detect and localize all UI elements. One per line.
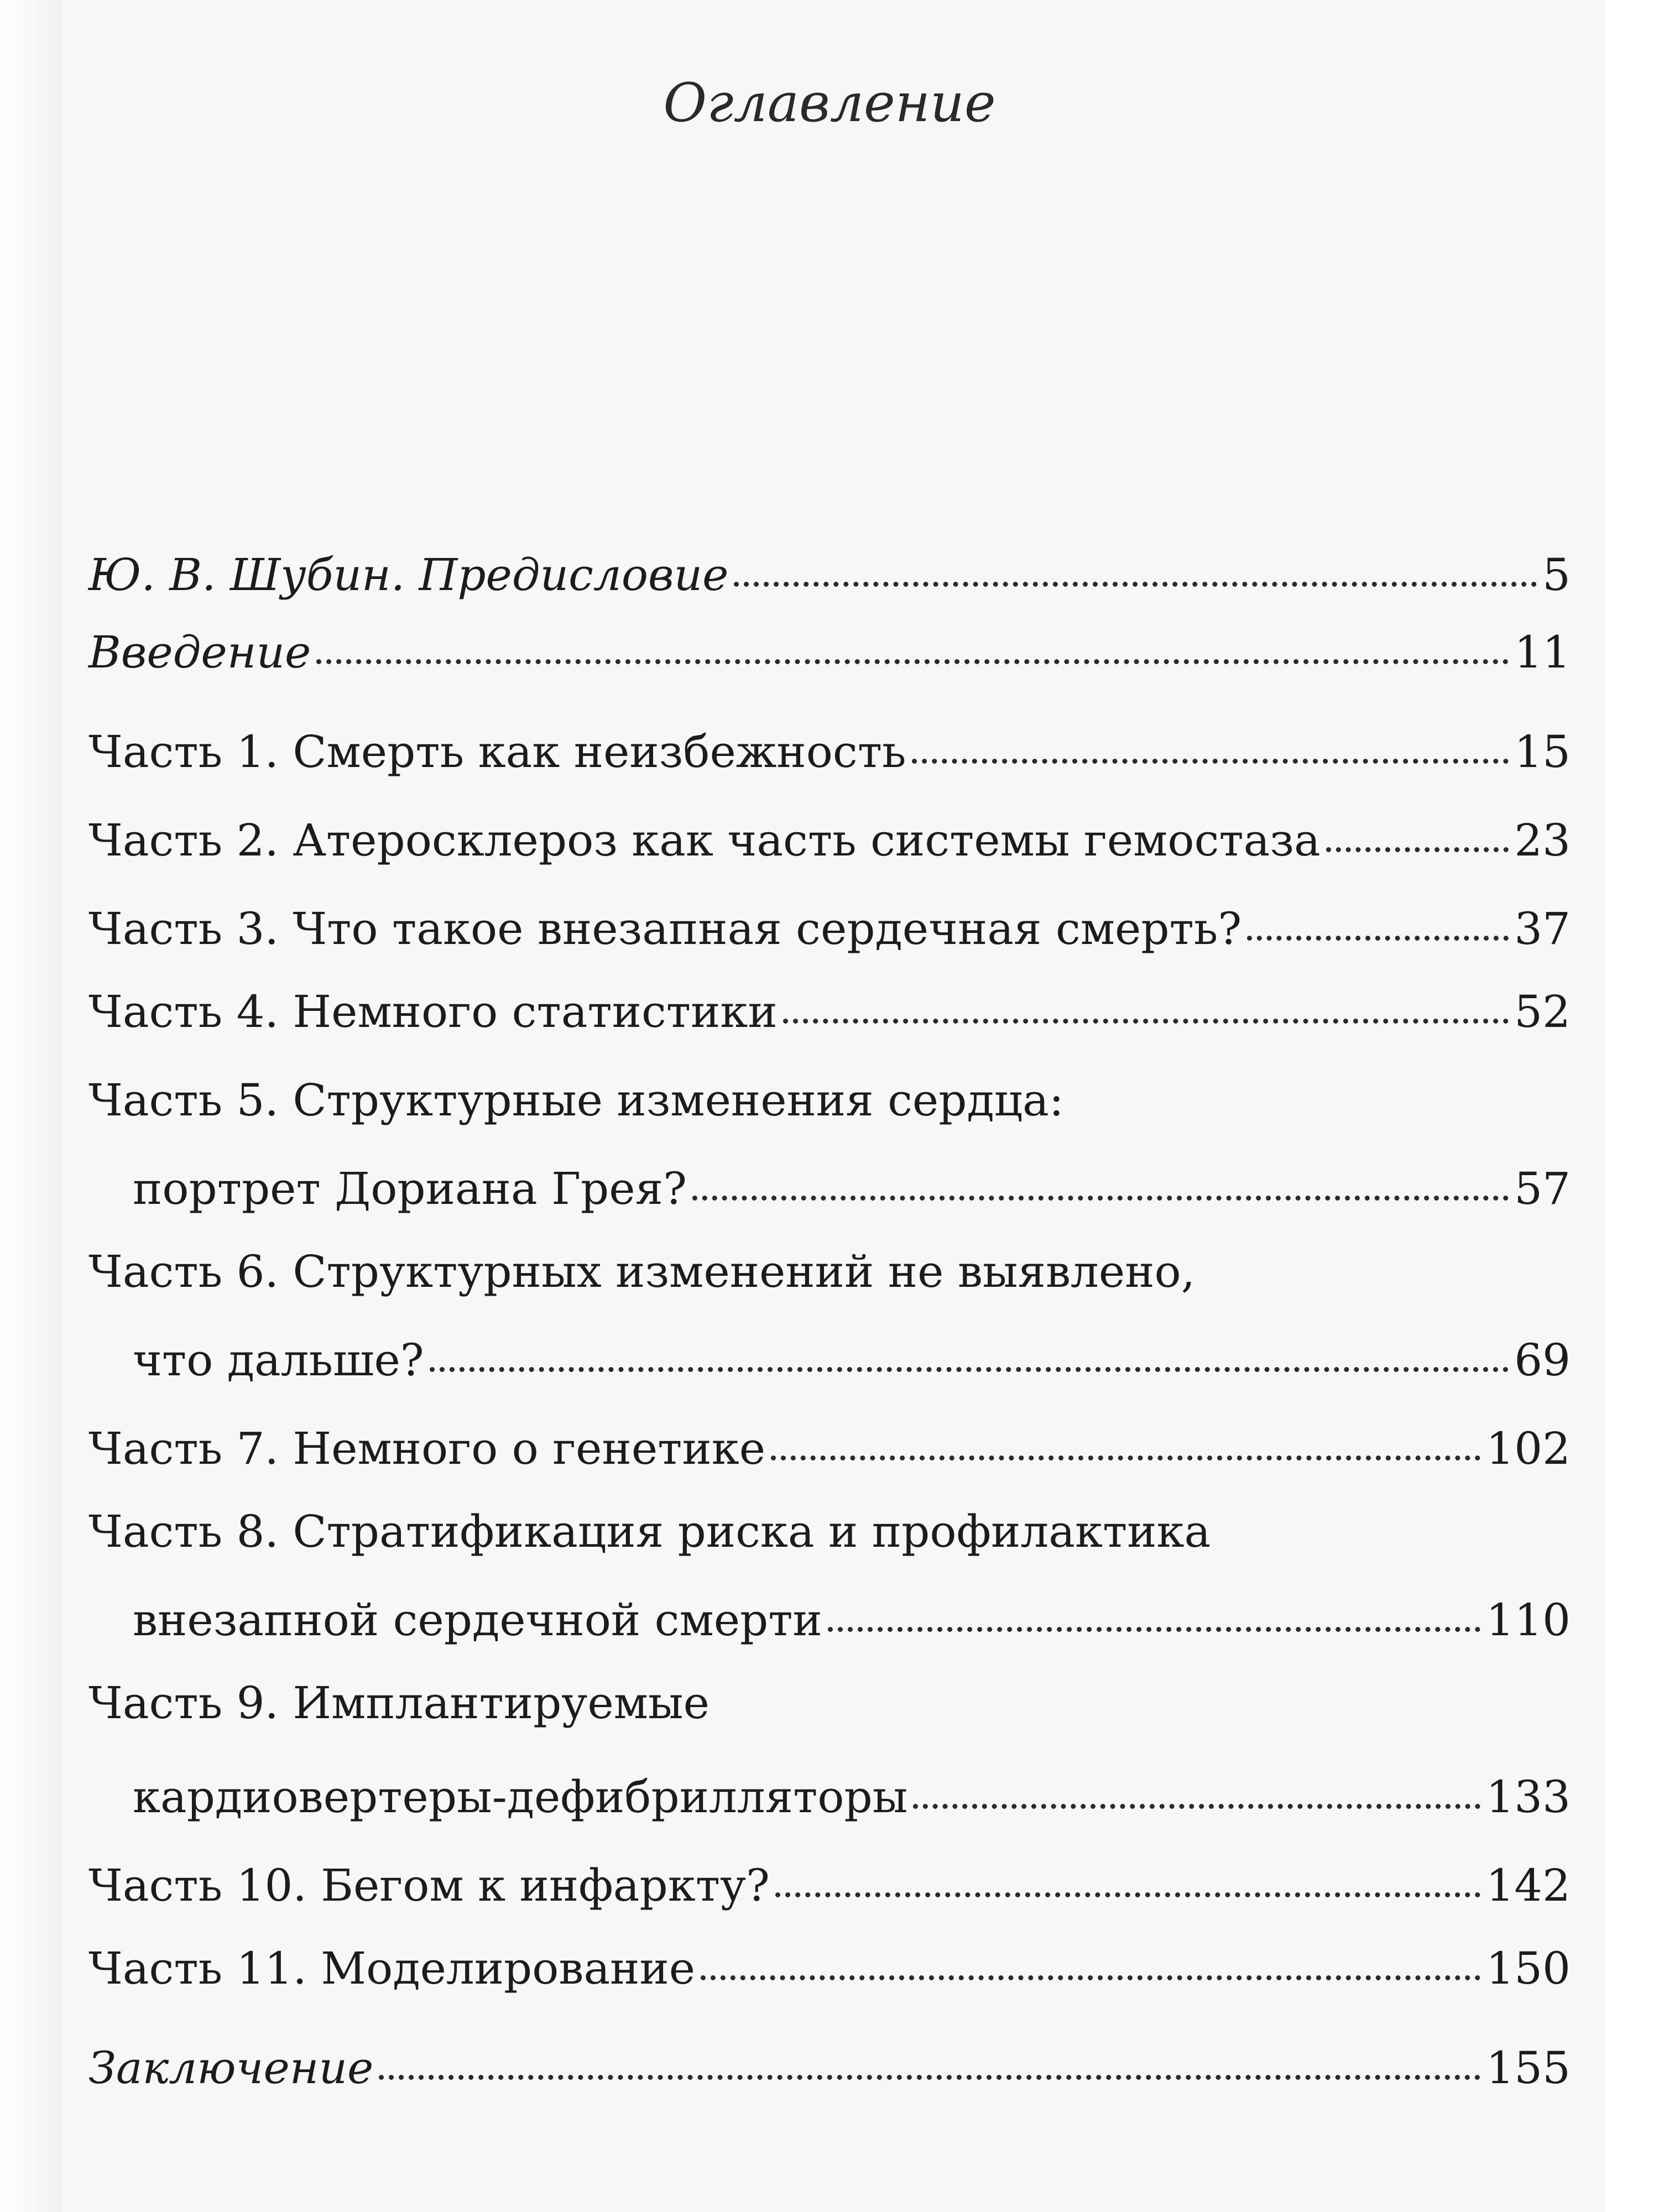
toc-page-number: 133 xyxy=(1486,1771,1571,1823)
toc-entry-label: портрет Дориана Грея? xyxy=(133,1163,687,1214)
toc-page-number: 11 xyxy=(1514,627,1571,678)
dot-leader xyxy=(912,759,1509,764)
dot-leader xyxy=(692,1196,1509,1201)
toc-entry-label: Часть 2. Атеросклероз как часть системы гемостаза xyxy=(88,815,1321,866)
toc-entry-preface xyxy=(88,549,1571,601)
toc-page-number: 5 xyxy=(1542,549,1571,601)
toc-page-number: 57 xyxy=(1514,1163,1571,1214)
toc-entry-label: кардиовертеры-дефибрилляторы xyxy=(133,1771,908,1823)
dot-leader xyxy=(771,1455,1480,1460)
toc-page-number: 102 xyxy=(1486,1423,1571,1474)
dot-leader xyxy=(430,1367,1509,1372)
toc-entry-part-8-line-1: Часть 8. Стратификация риска и профилактика xyxy=(88,1506,1211,1557)
toc-page-number: 150 xyxy=(1486,1943,1571,1994)
toc-entry-part-7 xyxy=(88,1423,1571,1474)
dot-leader xyxy=(1326,847,1509,852)
toc-entry-part-9-line-1: Часть 9. Имплантируемые xyxy=(88,1677,709,1729)
toc-entry-introduction xyxy=(88,627,1571,678)
dot-leader xyxy=(379,2075,1480,2080)
toc-entry-part-8 xyxy=(133,1594,1571,1646)
page-title: Оглавление xyxy=(663,72,996,134)
toc-entry-part-6 xyxy=(133,1334,1571,1386)
toc-entry-part-2 xyxy=(88,815,1571,866)
dot-leader xyxy=(828,1627,1480,1632)
toc-page-number: 110 xyxy=(1486,1594,1571,1646)
page-edge xyxy=(0,0,62,2212)
dot-leader xyxy=(783,1019,1509,1024)
toc-entry-part-1 xyxy=(88,726,1571,778)
toc-page-number: 142 xyxy=(1486,1860,1571,1911)
toc-page-number: 15 xyxy=(1514,726,1571,778)
dot-leader xyxy=(701,1975,1480,1980)
dot-leader xyxy=(316,659,1509,664)
toc-entry-label: Часть 3. Что такое внезапная сердечная смерть? xyxy=(88,903,1242,954)
toc-entry-label: Часть 1. Смерть как неизбежность xyxy=(88,726,906,778)
toc-page-number: 155 xyxy=(1486,2042,1571,2094)
table-of-contents xyxy=(88,0,1571,2212)
toc-page-number: 69 xyxy=(1514,1334,1571,1386)
dot-leader xyxy=(1247,936,1509,941)
toc-entry-part-10 xyxy=(88,1860,1571,1911)
toc-entry-label: Часть 10. Бегом к инфаркту? xyxy=(88,1860,770,1911)
toc-entry-label: Ю. В. Шубин. Предисловие xyxy=(88,549,729,601)
toc-entry-part-6-line-1: Часть 6. Структурных изменений не выявлено, xyxy=(88,1246,1196,1297)
toc-page-number: 23 xyxy=(1514,815,1571,866)
toc-entry-part-3 xyxy=(88,903,1571,954)
toc-entry-label: Часть 11. Моделирование xyxy=(88,1943,696,1994)
dot-leader xyxy=(913,1804,1480,1809)
toc-entry-label: Заключение xyxy=(88,2042,374,2094)
toc-entry-label: что дальше? xyxy=(133,1334,424,1386)
toc-entry-part-9 xyxy=(133,1771,1571,1823)
dot-leader xyxy=(734,582,1537,587)
toc-entry-label: внезапной сердечной смерти xyxy=(133,1594,822,1646)
toc-page-number: 52 xyxy=(1514,986,1571,1037)
toc-entry-part-5-line-1: Часть 5. Структурные изменения сердца: xyxy=(88,1074,1064,1126)
toc-entry-conclusion xyxy=(88,2042,1571,2094)
toc-entry-part-5 xyxy=(133,1163,1571,1214)
toc-entry-part-11 xyxy=(88,1943,1571,1994)
toc-entry-label: Часть 7. Немного о генетике xyxy=(88,1423,766,1474)
toc-entry-label: Часть 4. Немного статистики xyxy=(88,986,778,1037)
dot-leader xyxy=(775,1892,1480,1897)
toc-page-number: 37 xyxy=(1514,903,1571,954)
toc-entry-label: Введение xyxy=(88,627,311,678)
toc-entry-part-4 xyxy=(88,986,1571,1037)
